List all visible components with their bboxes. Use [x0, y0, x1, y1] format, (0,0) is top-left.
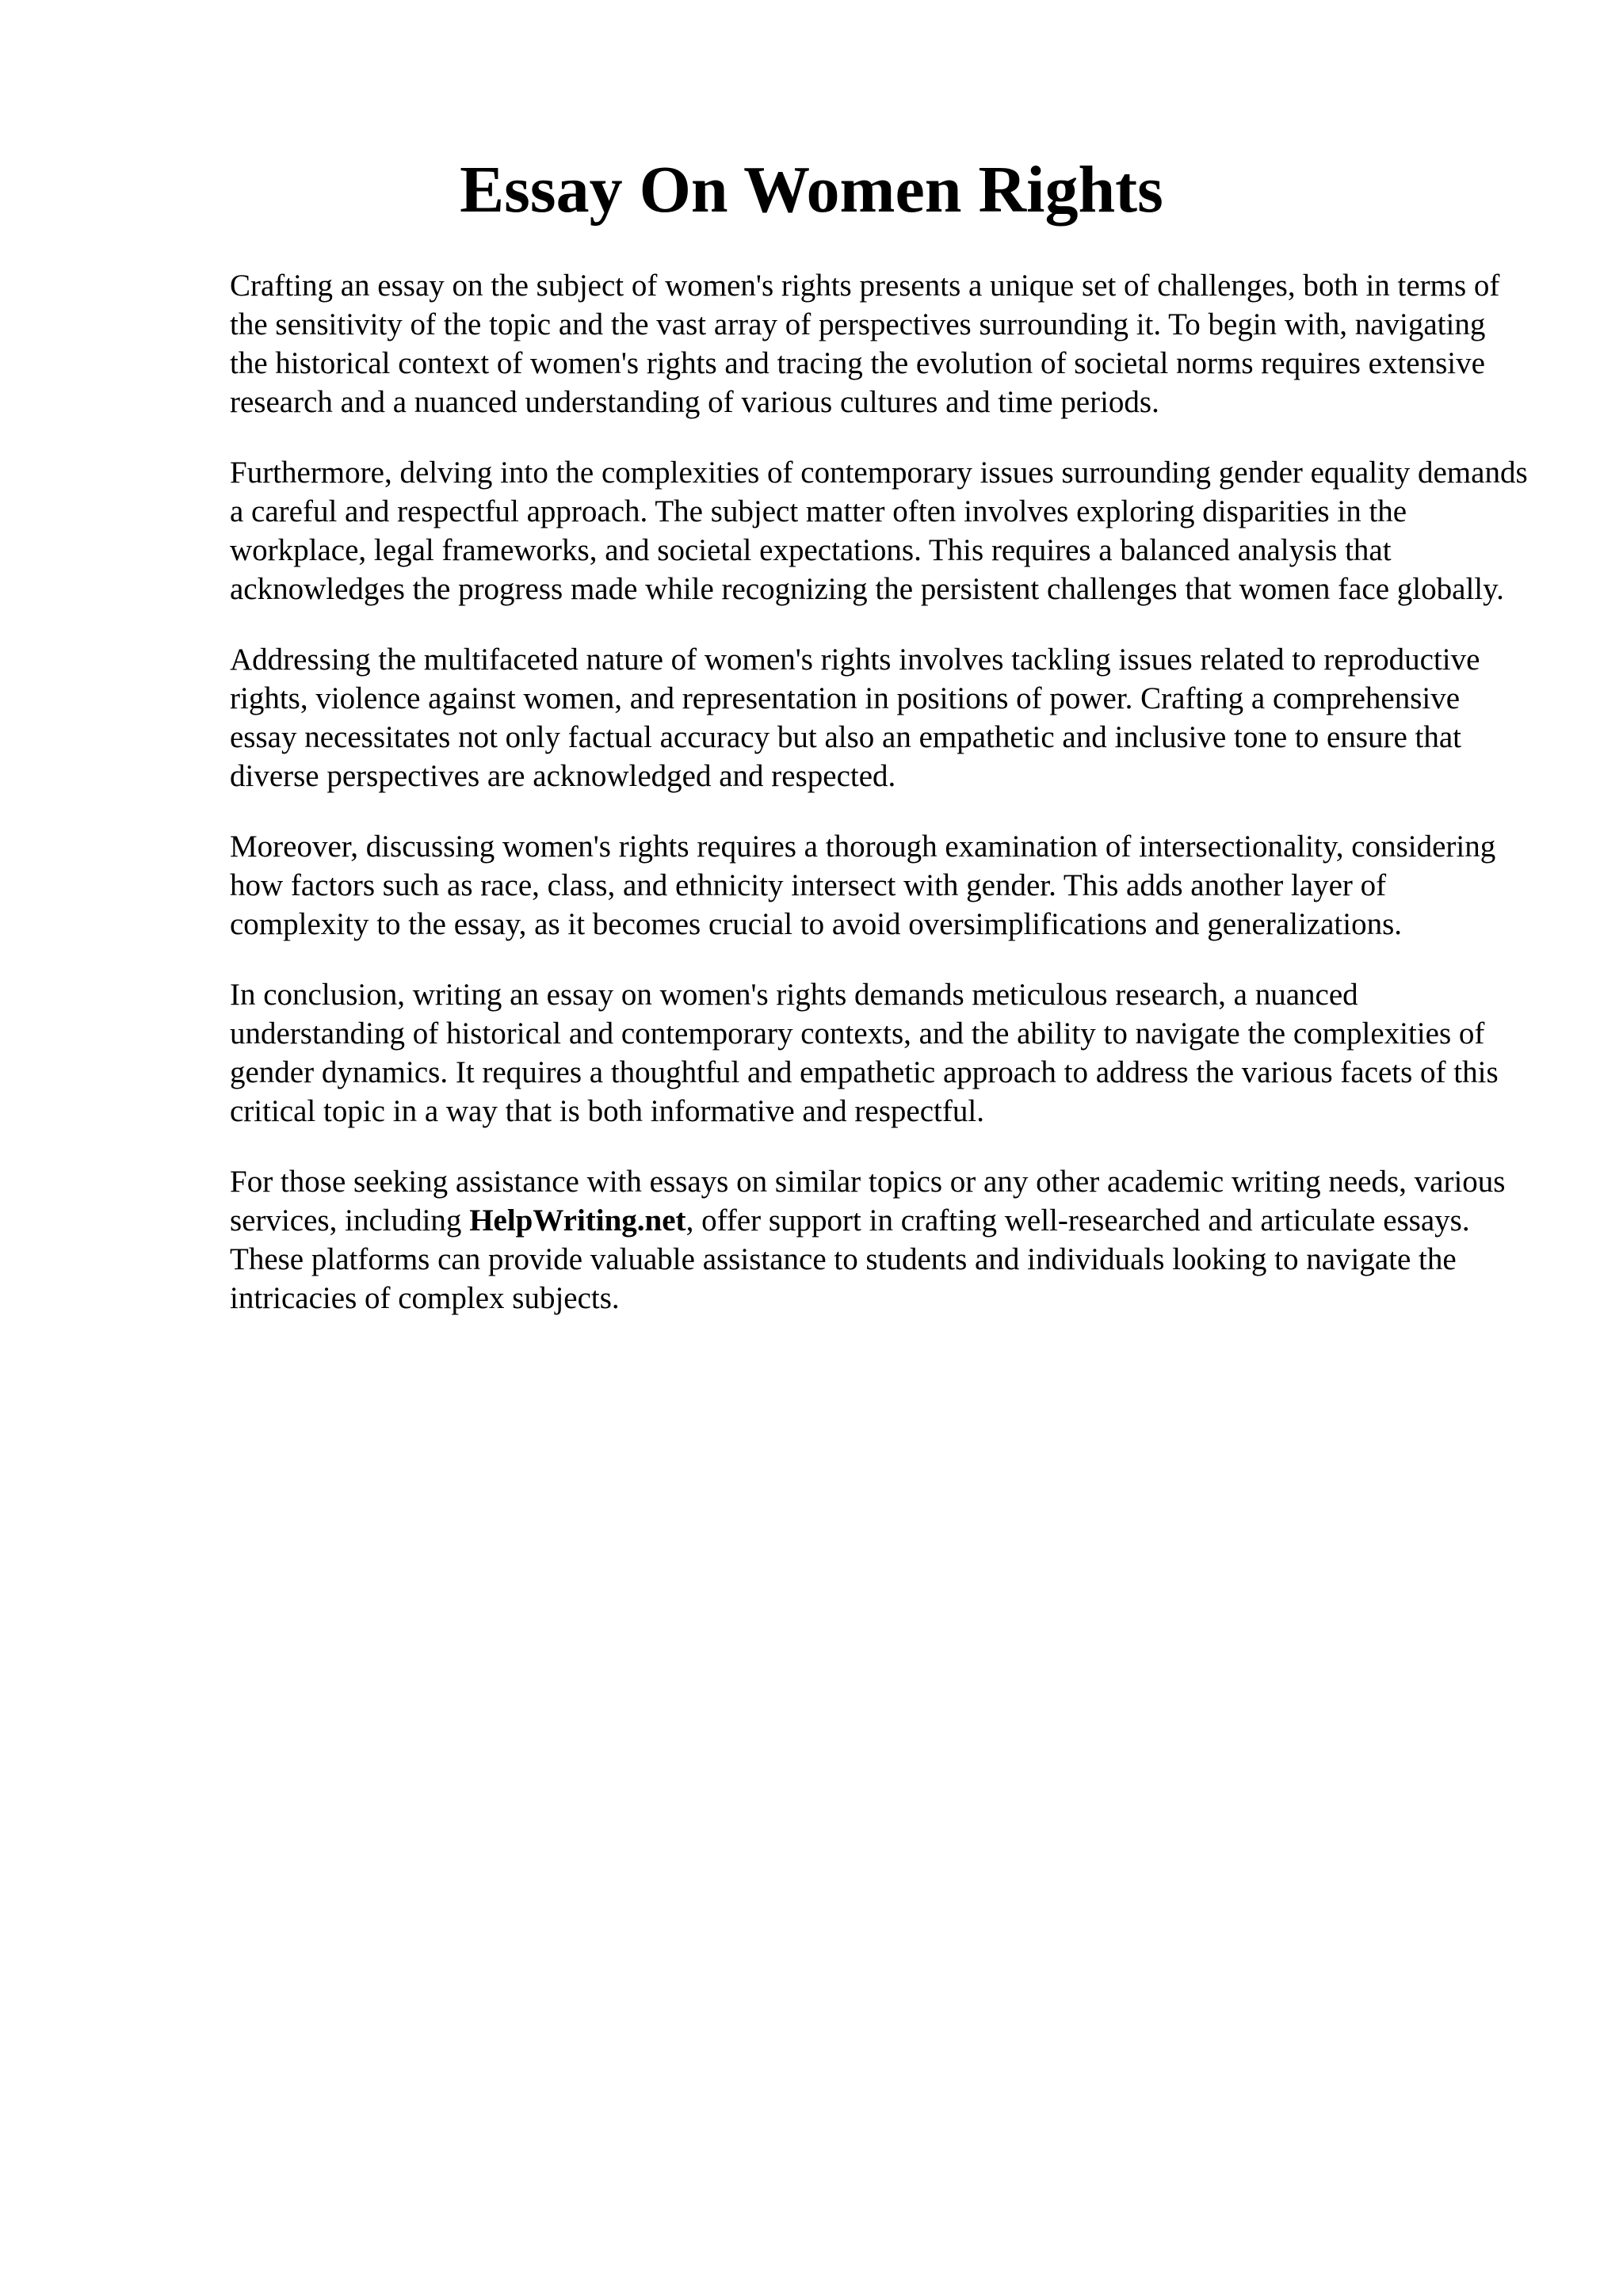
- closing-text-before: For those seeking assistance with essays on similar topics or any other academic writing needs, various services, including: [230, 1165, 1506, 1238]
- paragraph-intersectionality: Moreover, discussing women's rights requires a thorough examination of intersectionality, considering how factors such as race, class, and ethnicity intersect with gender. This adds another layer of complexity to the essay, as it becomes crucial to avoid oversimplifications and generalizations.: [230, 830, 1496, 941]
- paragraph-multifaceted-nature: Addressing the multifaceted nature of women's rights involves tackling issues related to reproductive rights, violence against women, and representation in positions of power. Crafting a comprehensive essay necessitates not only factual accuracy but also an empathetic and inclusive tone to ensure that diverse perspectives are acknowledged and respected.: [230, 643, 1480, 793]
- document-title: Essay On Women Rights: [460, 153, 1163, 227]
- brand-name: HelpWriting.net: [469, 1203, 686, 1238]
- paragraph-contemporary-issues: Furthermore, delving into the complexities of contemporary issues surrounding gender equality demands a careful and respectful approach. The subject matter often involves exploring disparities in the workplace, legal frameworks, and societal expectations. This requires a balanced analysis that acknowledges the progress made while recognizing the persistent challenges that women face globally.: [230, 456, 1528, 606]
- paragraph-conclusion: In conclusion, writing an essay on women's rights demands meticulous research, a nuanced understanding of historical and contemporary contexts, and the ability to navigate the complexities of gender dynamics. It requires a thoughtful and empathetic approach to address the various facets of this critical topic in a way that is both informative and respectful.: [230, 978, 1499, 1128]
- document-body: [230, 266, 1529, 1349]
- paragraph-closing: [230, 1162, 1529, 1318]
- paragraph-intro: Crafting an essay on the subject of women's rights presents a unique set of challenges, both in terms of the sensitivity of the topic and the vast array of perspectives surrounding it. To begin with, navigating the historical context of women's rights and tracing the evolution of societal norms requires extensive research and a nuanced understanding of various cultures and time periods.: [230, 269, 1500, 419]
- closing-text-after: , offer support in crafting well-researched and articulate essays. These platforms can provide valuable assistance to students and individuals looking to navigate the intricacies of complex subjects.: [230, 1203, 1470, 1315]
